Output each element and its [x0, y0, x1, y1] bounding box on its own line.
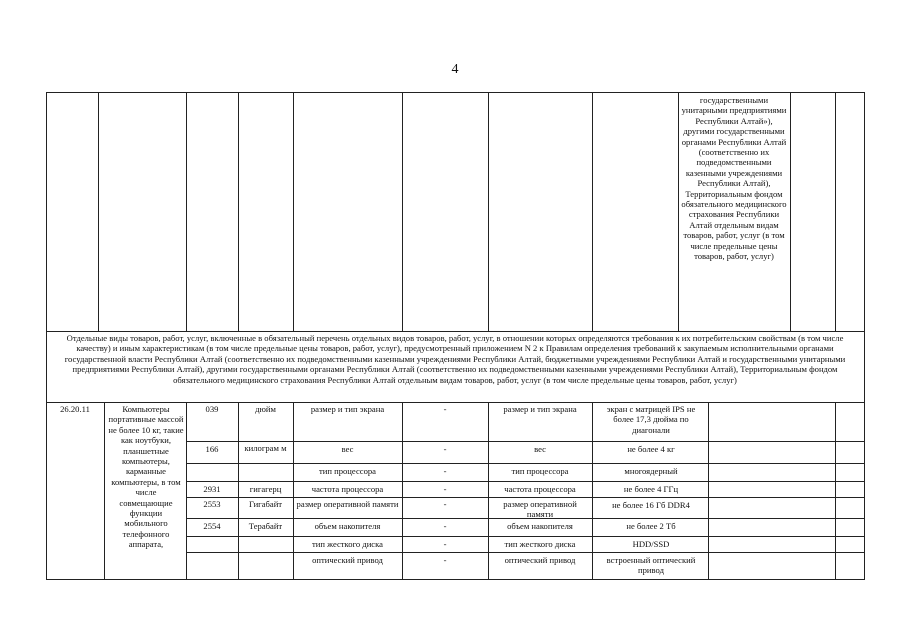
characteristic-2: размер и тип экрана: [503, 404, 577, 414]
characteristic-2: оптический привод: [504, 555, 576, 565]
row-divider: [186, 441, 864, 442]
characteristic-value-2: HDD/SSD: [632, 539, 670, 549]
characteristic: объем накопителя: [314, 521, 381, 531]
characteristic-value: -: [443, 444, 447, 454]
characteristic-value-2: не более 16 Гб DDR4: [612, 500, 690, 510]
section-header: Отдельные виды товаров, работ, услуг, включенные в обязательный перечень отдельных видов товаров, работ, услуг, в отношении которых определяются требования к их потребительским свойствам (в том числе качеству) и иным характеристикам (в том числе предельные цены товаров, работ, услуг), предусмотренный приложением N 2 к Правилам определения требований к закупаемым исполнительными органами государственной власти Республики Алтай (соответственно их подведомственными казенными учреждениями Республики Алтай, бюджетными учреждениями Республики Алтай и государственными унитарными предприятиями Республики Алтай), другими государственными органами Республики Алтай (соответственно их подведомственными казенными учреждениями Республики Алтай), Территориальным фондом обязательного медицинского страхования Республики Алтай отдельным видам товаров, работ, услуг (в том числе предельные цены товаров, работ, услуг): [64, 333, 846, 385]
okei-code: 039: [205, 404, 219, 414]
characteristic-value: -: [443, 555, 447, 565]
col-border: [835, 402, 836, 580]
col-border: [864, 92, 865, 332]
col-border: [46, 402, 47, 580]
characteristic: тип жесткого диска: [312, 539, 383, 549]
characteristic-value-2: встроенный оптический привод: [606, 555, 696, 576]
characteristic: вес: [341, 444, 354, 454]
col-border: [864, 402, 865, 580]
section-header-top-border: [46, 331, 864, 332]
characteristic-value-2: не более 4 ГГц: [623, 484, 679, 494]
col-border: [186, 402, 187, 580]
col-border: [293, 402, 294, 580]
unit-name: Гигабайт: [248, 499, 283, 509]
table-top-border: [46, 92, 864, 93]
characteristic-2: частота процессора: [504, 484, 576, 494]
characteristic-2: тип жесткого диска: [504, 539, 576, 549]
table-bottom-border: [46, 579, 864, 580]
col-border: [835, 92, 836, 332]
col-border: [104, 402, 105, 580]
characteristic-2: вес: [534, 444, 546, 454]
section-header-bottom-border: [46, 402, 864, 403]
col-border: [488, 92, 489, 332]
okei-code: 166: [205, 444, 219, 454]
row-divider: [186, 481, 864, 482]
unit-name: килограм м: [244, 443, 287, 453]
characteristic-2: тип процессора: [511, 466, 569, 476]
col-border: [402, 92, 403, 332]
characteristic-2: размер оперативной памяти: [503, 499, 577, 520]
okei-code: 2553: [203, 499, 221, 509]
characteristic-value: -: [443, 484, 447, 494]
row-divider: [186, 497, 864, 498]
characteristic-value: -: [443, 539, 447, 549]
characteristic-value-2: экран с матрицей IPS не более 17,3 дюйма по диагонали: [606, 404, 696, 435]
okei-code: 2554: [203, 521, 221, 531]
col-border: [186, 92, 187, 332]
unit-name: дюйм: [255, 404, 276, 414]
characteristic-value-2: не более 2 Тб: [626, 521, 676, 531]
col-border: [708, 402, 709, 580]
col-border: [592, 402, 593, 580]
row-divider: [186, 552, 864, 553]
top-block-text: государственными унитарными предприятиями Республики Алтай»), другими государственными органами Республики Алтай (соответственно их подведомственными казенными учреждениями Республики Алтай), Территориальным фондом обязательного медицинского страхования Республики Алтай отдельным видам товаров, работ, услуг (в том числе предельные цены товаров, работ, услуг): [681, 95, 787, 262]
col-border: [98, 92, 99, 332]
item-code: 26.20.11: [60, 404, 90, 414]
characteristic: оптический привод: [312, 555, 383, 565]
row-divider: [186, 536, 864, 537]
row-divider: [186, 463, 864, 464]
col-border: [678, 92, 679, 332]
characteristic-value: -: [443, 521, 447, 531]
col-border: [592, 92, 593, 332]
col-border: [238, 402, 239, 580]
section-header-left-border: [46, 331, 47, 403]
item-name: Компьютеры портативные массой не более 10 кг, такие как ноутбуки, планшетные компьютеры, карманные компьютеры, в том числе совмещающие функции мобильного телефонного аппарата,: [108, 404, 184, 550]
col-border: [488, 402, 489, 580]
col-border: [293, 92, 294, 332]
characteristic-value-2: многоядерный: [624, 466, 678, 476]
col-border: [46, 92, 47, 332]
characteristic: размер и тип экрана: [310, 404, 385, 414]
okei-code: 2931: [203, 484, 221, 494]
characteristic: тип процессора: [319, 466, 376, 476]
characteristic-value: -: [443, 466, 447, 476]
unit-name: гигагерц: [249, 484, 282, 494]
characteristic-value-2: не более 4 кг: [627, 444, 675, 454]
page-number: 4: [451, 62, 459, 77]
characteristic-value: -: [443, 499, 447, 509]
characteristic-2: объем накопителя: [507, 521, 573, 531]
characteristic: размер оперативной памяти: [296, 499, 399, 509]
unit-name: Терабайт: [248, 521, 283, 531]
col-border: [790, 92, 791, 332]
characteristic: частота процессора: [311, 484, 384, 494]
section-header-right-border: [864, 331, 865, 403]
characteristic-value: -: [443, 404, 447, 414]
col-border: [238, 92, 239, 332]
col-border: [402, 402, 403, 580]
